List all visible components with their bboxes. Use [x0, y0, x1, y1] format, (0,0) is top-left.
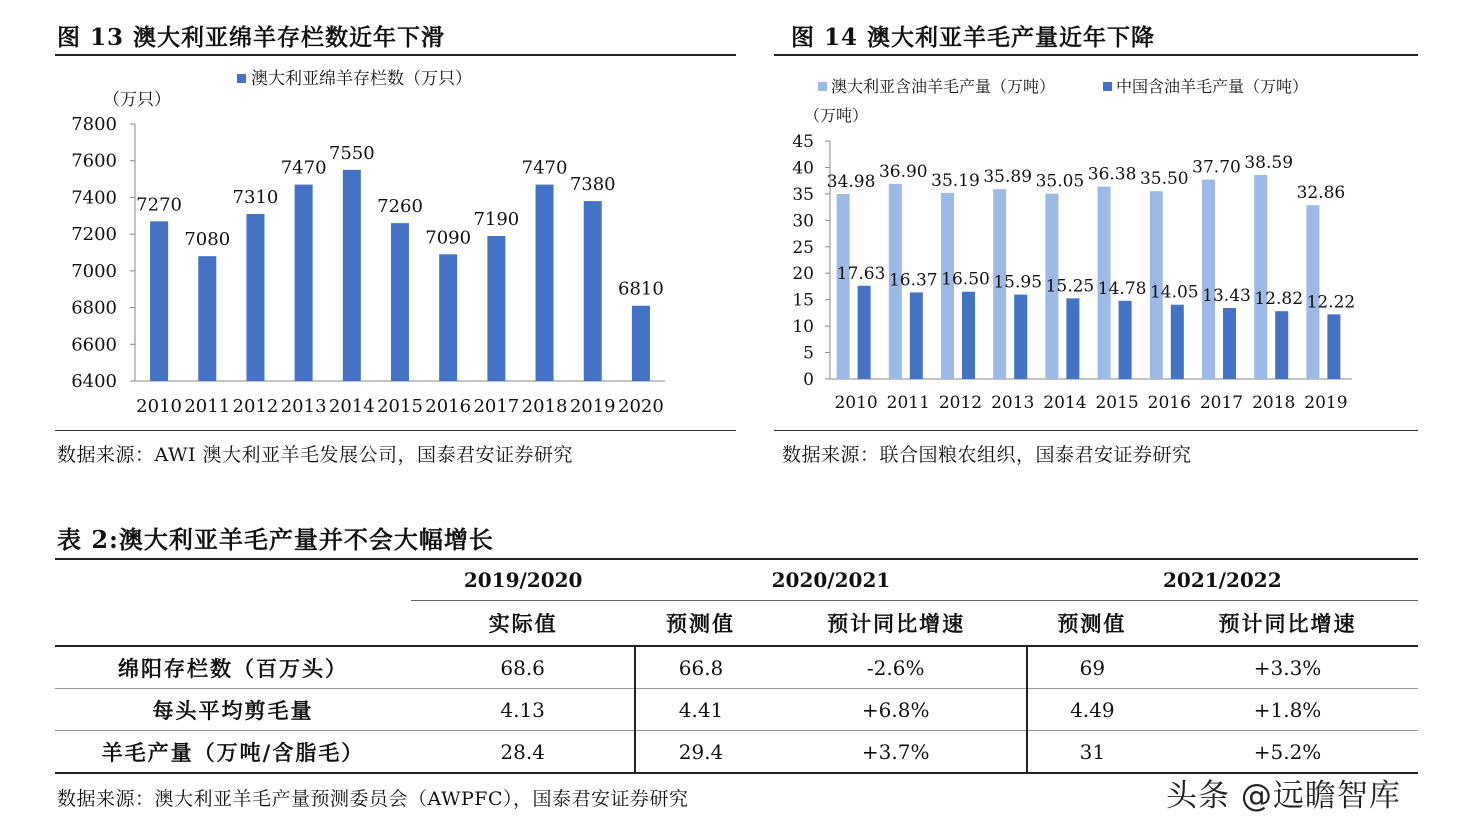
y-tick-label: 25	[792, 237, 814, 258]
x-tick-label: 2010	[834, 393, 878, 413]
bar-china	[1119, 301, 1132, 379]
bar-value-label: 36.38	[1087, 164, 1137, 185]
table-cell: 66.8	[635, 646, 765, 689]
subheader-growth-2022: 预计同比增速	[1157, 601, 1418, 647]
subheader-growth-2021: 预计同比增速	[766, 601, 1027, 647]
bar	[584, 201, 602, 381]
x-tick-label: 2011	[886, 393, 930, 413]
table-subheader-row	[55, 601, 1418, 647]
x-tick-label: 2020	[618, 396, 664, 417]
bar-value-label: 6810	[618, 278, 664, 300]
bar-value-label: 15.25	[1045, 276, 1095, 297]
bar-australia	[1254, 175, 1267, 379]
y-tick-label: 30	[792, 211, 814, 232]
table-cell: 4.41	[635, 689, 765, 731]
x-tick-label: 2016	[425, 396, 472, 417]
y-tick-label: 5	[803, 343, 814, 364]
x-tick-label: 2017	[1199, 393, 1244, 413]
legend-label-china-wool: 中国含油羊毛产量（万吨）	[1116, 77, 1309, 96]
legend-label-australia-sheep: 澳大利亚绵羊存栏数（万只）	[251, 69, 472, 89]
figure-14-bottom-rule	[774, 430, 1418, 431]
bar-china	[1327, 314, 1340, 379]
subheader-forecast-2022: 预测值	[1027, 601, 1157, 647]
period-2020-2021: 2020/2021	[635, 559, 1026, 601]
bar-value-label: 38.59	[1244, 152, 1294, 173]
x-tick-label: 2013	[280, 396, 327, 417]
y-tick-label: 7400	[71, 187, 117, 209]
x-tick-label: 2014	[328, 396, 375, 417]
table-row	[55, 689, 1418, 731]
bar-value-label: 13.43	[1202, 285, 1251, 306]
bar-china	[1171, 305, 1184, 379]
bar-value-label: 35.05	[1035, 171, 1085, 192]
bar	[150, 221, 168, 381]
table-cell: +6.8%	[766, 689, 1027, 731]
table-row	[55, 731, 1418, 774]
table-2-source: 数据来源：澳大利亚羊毛产量预测委员会（AWPFC），国泰君安证券研究	[57, 788, 689, 810]
figure-13-title: 图 13 澳大利亚绵羊存栏数近年下滑	[57, 24, 446, 51]
period-2021-2022: 2021/2022	[1027, 559, 1418, 601]
x-tick-label: 2015	[377, 396, 423, 417]
x-tick-label: 2012	[938, 393, 983, 413]
bar-value-label: 7470	[280, 157, 327, 179]
table-cell: +5.2%	[1157, 731, 1418, 774]
bar-value-label: 36.90	[878, 161, 928, 182]
wool-forecast-table	[55, 558, 1418, 774]
bar-value-label: 16.50	[941, 269, 990, 290]
table-cell: 4.49	[1027, 689, 1157, 731]
y-tick-label: 7800	[71, 114, 117, 135]
figure-14-source: 数据来源：联合国粮农组织，国泰君安证券研究	[782, 444, 1192, 466]
bar-value-label: 35.89	[983, 167, 1033, 188]
chart-legend	[237, 69, 472, 89]
bar	[246, 214, 264, 381]
x-tick-label: 2018	[1252, 393, 1296, 413]
y-tick-label: 15	[792, 290, 814, 311]
bar-australia	[1202, 180, 1215, 379]
bar-value-label: 12.82	[1254, 289, 1304, 310]
y-tick-label: 6600	[71, 334, 117, 356]
bar-value-label: 12.22	[1306, 292, 1356, 313]
bar	[391, 223, 409, 381]
y-axis-unit-label: （万吨）	[804, 106, 869, 125]
bar-australia	[837, 194, 850, 379]
bar-value-label: 17.63	[836, 263, 886, 284]
y-axis-unit-label: （万只）	[103, 90, 171, 110]
x-tick-label: 2017	[473, 396, 520, 417]
y-tick-label: 40	[792, 158, 814, 179]
y-tick-label: 35	[792, 184, 814, 205]
table-cell: -2.6%	[766, 646, 1027, 689]
table-cell: 29.4	[635, 731, 765, 774]
y-tick-label: 20	[792, 264, 814, 285]
bar-value-label: 7080	[184, 229, 231, 251]
x-tick-label: 2016	[1147, 393, 1191, 413]
bar	[632, 306, 650, 381]
table-cell: 68.6	[411, 646, 635, 689]
bar	[439, 254, 457, 381]
bar-value-label: 37.70	[1192, 157, 1241, 178]
bar-china	[1223, 308, 1236, 379]
x-tick-label: 2019	[1304, 393, 1348, 413]
bar	[343, 170, 361, 381]
y-tick-label: 7600	[71, 150, 117, 172]
chart-legend	[818, 77, 1308, 96]
y-tick-label: 0	[803, 370, 814, 390]
bar-value-label: 14.78	[1097, 278, 1147, 299]
bar-value-label: 35.19	[931, 170, 980, 191]
bar	[536, 185, 554, 381]
bar	[295, 185, 313, 381]
y-tick-label: 10	[792, 317, 814, 338]
bar-value-label: 7270	[136, 194, 182, 216]
legend-swatch-australia-sheep	[237, 74, 246, 83]
legend-swatch-china-wool	[1103, 82, 1112, 91]
table-cell: 4.13	[411, 689, 635, 731]
subheader-actual: 实际值	[411, 601, 635, 647]
bar-value-label: 16.37	[888, 270, 938, 291]
figure-13-top-rule	[55, 54, 736, 56]
y-tick-label: 45	[792, 132, 814, 152]
bar-china	[910, 292, 923, 379]
table-cell: +1.8%	[1157, 689, 1418, 731]
row-label: 绵阳存栏数（百万头）	[55, 646, 411, 689]
bar-value-label: 7090	[425, 227, 472, 249]
bar-value-label: 14.05	[1149, 282, 1199, 303]
x-tick-label: 2012	[232, 396, 279, 417]
bar-value-label: 35.50	[1139, 169, 1189, 190]
bar-value-label: 7190	[473, 208, 520, 230]
bar-value-label: 7470	[521, 157, 568, 179]
bar	[198, 256, 216, 381]
bar-china	[1066, 298, 1079, 379]
figure-13-chart	[55, 60, 736, 424]
y-tick-label: 7200	[71, 224, 117, 246]
legend-label-australia-wool: 澳大利亚含油羊毛产量（万吨）	[831, 77, 1056, 96]
legend-swatch-australia-wool	[818, 82, 827, 91]
bar-value-label: 34.98	[826, 171, 876, 192]
figure-13-source: 数据来源：AWI 澳大利亚羊毛发展公司，国泰君安证券研究	[57, 444, 574, 466]
figure-14-title: 图 14 澳大利亚羊毛产量近年下降	[791, 24, 1156, 51]
x-tick-label: 2018	[521, 396, 568, 417]
table-cell: 28.4	[411, 731, 635, 774]
y-tick-label: 6800	[71, 297, 117, 319]
table-2-title: 表 2:澳大利亚羊毛产量并不会大幅增长	[57, 525, 494, 554]
figure-14-top-rule	[774, 54, 1418, 56]
y-tick-label: 7000	[71, 260, 117, 282]
bar	[487, 236, 505, 381]
table-period-header-row	[55, 559, 1418, 601]
bar-value-label: 15.95	[993, 272, 1043, 293]
table-cell: 31	[1027, 731, 1157, 774]
x-tick-label: 2014	[1043, 393, 1087, 413]
x-tick-label: 2011	[184, 396, 231, 417]
table-row	[55, 646, 1418, 689]
table-cell: +3.7%	[766, 731, 1027, 774]
figure-13-bottom-rule	[55, 430, 736, 431]
x-tick-label: 2019	[569, 396, 616, 417]
table-cell: 69	[1027, 646, 1157, 689]
subheader-forecast-2021: 预测值	[635, 601, 765, 647]
table-cell: +3.3%	[1157, 646, 1418, 689]
bar-china	[858, 286, 871, 379]
row-label: 每头平均剪毛量	[55, 689, 411, 731]
bar-china	[1275, 311, 1288, 379]
watermark-text: 头条 @远瞻智库	[1166, 778, 1401, 814]
row-label: 羊毛产量（万吨/含脂毛）	[55, 731, 411, 774]
x-tick-label: 2015	[1095, 393, 1139, 413]
bar-value-label: 32.86	[1296, 183, 1346, 204]
bar-value-label: 7260	[377, 196, 423, 218]
bar-value-label: 7550	[328, 142, 375, 164]
bar-value-label: 7380	[569, 174, 616, 196]
bar-china	[962, 292, 975, 379]
x-tick-label: 2013	[991, 393, 1035, 413]
period-2019-2020: 2019/2020	[411, 559, 635, 601]
bar-china	[1014, 295, 1027, 379]
figure-14-chart	[774, 60, 1418, 424]
bar-value-label: 7310	[232, 186, 279, 208]
y-tick-label: 6400	[71, 371, 117, 392]
x-tick-label: 2010	[136, 396, 182, 417]
